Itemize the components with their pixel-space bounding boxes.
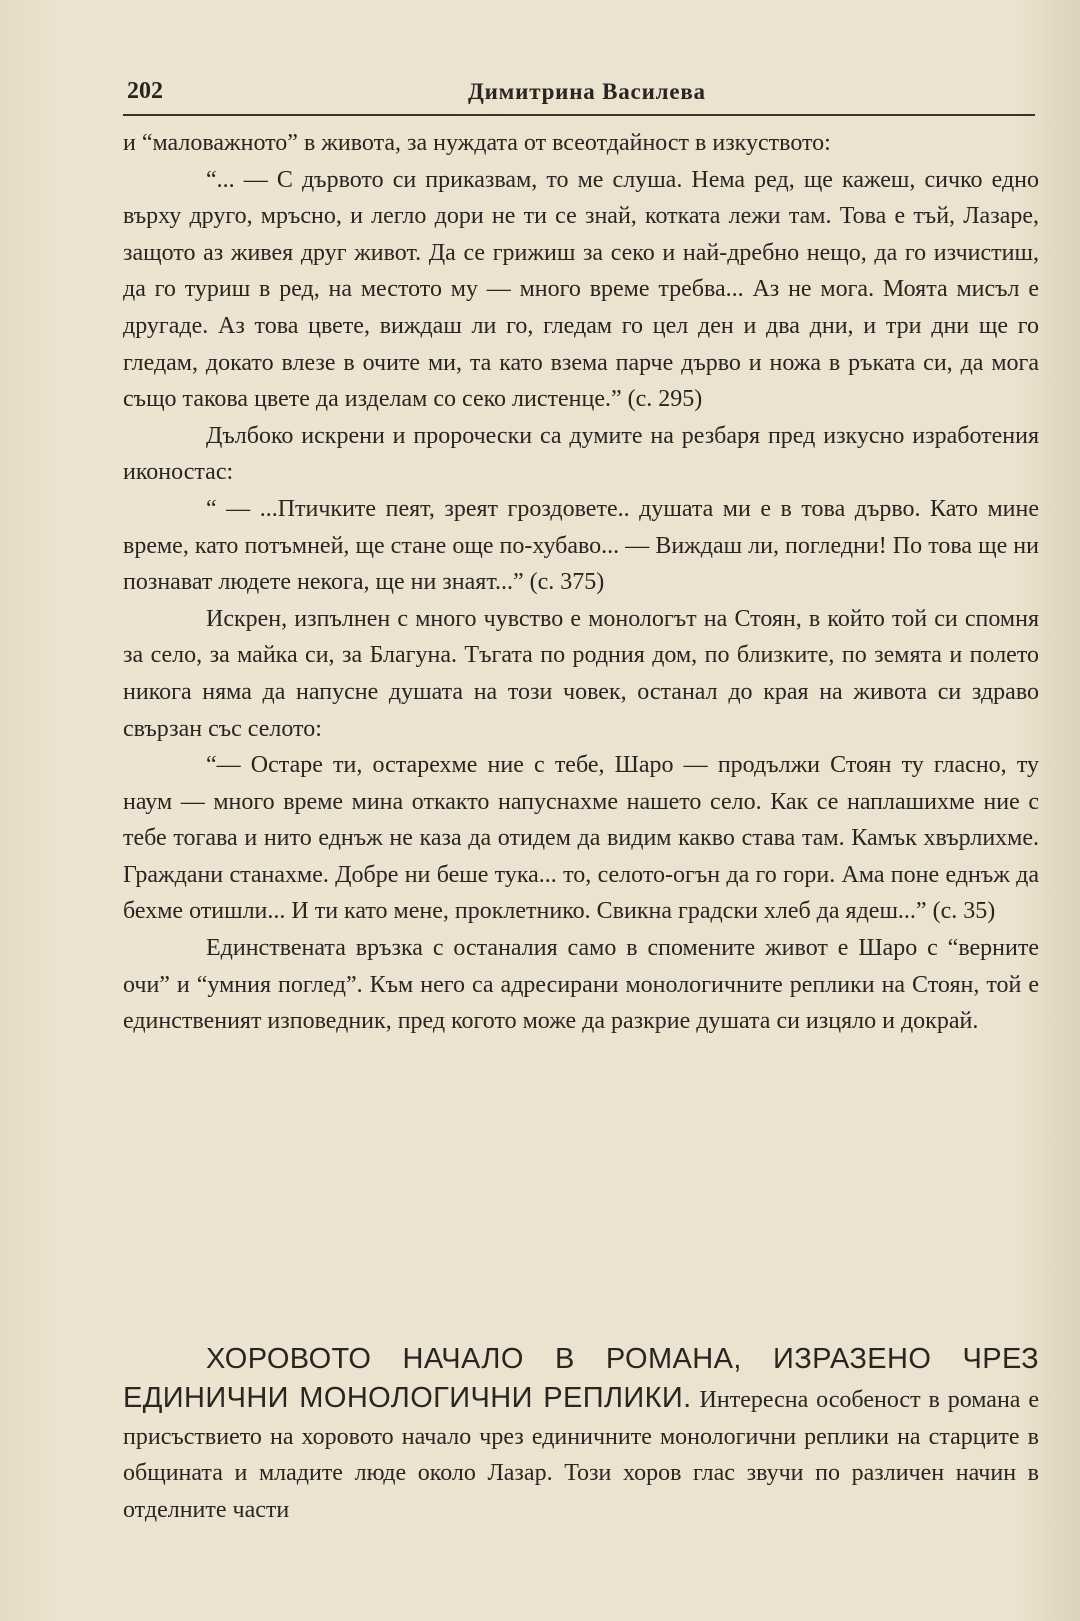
quote-paragraph: “— Остаре ти, остарехме ние с тебе, Шаро — продължи Стоян ту гласно, ту наум — много време мина откакто напуснахме нашето село. Как се наплашихме ние с тебе тогава и нито еднъж не каза да отидем да видим какво става там. Камък хвърлихме. Граждани станахме. Добре ни беше тука... то, селото-огън да го гори. Ама поне еднъж да бехме отишли... И ти като мене, проклетнико. Свикна градски хлеб да ядеш...” (с. 35) (123, 752, 1039, 925)
page-number: 202 (127, 78, 163, 104)
quote-paragraph: “... — С дървото си приказвам, то ме слуша. Нема ред, ще кажеш, сичко едно върху друго, мръсно, и легло дори не ти се знай, котката лежи там. Това е тъй, Лазаре, защото аз живея друг живот. Да се грижиш за секо и най-дребно нещо, да го изчистиш, да го туриш в ред, на местото му — много време требва... Аз не мога. Моята мисъл е другаде. Аз това цвете, виждаш ли го, гледам го цел ден и два дни, и три дни ще го гледам, докато влезе в очите ми, та като взема парче дърво и ножа в ръката си, да мога също такова цвете да изделам со секо листенце.” (с. 295) (123, 166, 1039, 413)
section (123, 1341, 1039, 1529)
running-head: Димитрина Василева (468, 79, 706, 104)
paragraph: Искрен, изпълнен с много чувство е монологът на Стоян, в който той си спомня за село, за майка си, за Благуна. Тъгата по родния дом, по близките, по земята и полето никога няма да напусне душата на този човек, останал до края на живота си здраво свързан със селото: (123, 605, 1039, 742)
paragraph-continuation: и “маловажното” в живота, за нуждата от всеотдайност в изкуството: (123, 130, 831, 156)
section-paragraph (123, 1341, 1039, 1529)
paragraph: Дълбоко искрени и пророчески са думите на резбаря пред изкусно изработения иконостас: (123, 422, 1039, 486)
body-text (123, 125, 1039, 1040)
section-title: ХОРОВОТО НАЧАЛО В РОМАНА, ИЗРАЗЕНО ЧРЕЗ ЕДИНИЧНИ МОНОЛОГИЧНИ РЕПЛИКИ. (123, 1343, 1039, 1414)
section-body: Интересна особеност в романа е присъствието на хоровото начало чрез единичните монологични реплики на старците в общината и младите люде около Лазар. Този хоров глас звучи по различен начин в отделните части (123, 1386, 1040, 1524)
quote-paragraph: “ — ...Птичките пеят, зреят гроздовете.. душата ми е в това дърво. Като мине време, като потъмней, ще стане още по-хубаво... — Виждаш ли, погледни! По това ще ни познават людете некога, ще ни знаят...” (с. 375) (123, 495, 1039, 596)
page-header (123, 78, 1035, 116)
paragraph: Единствената връзка с останалия само в спомените живот е Шаро с “верните очи” и “умния поглед”. Към него са адресирани монологичните реплики на Стоян, той е единственият изповедник, пред когото може да разкрие душата си изцяло и докрай. (123, 935, 1039, 1035)
